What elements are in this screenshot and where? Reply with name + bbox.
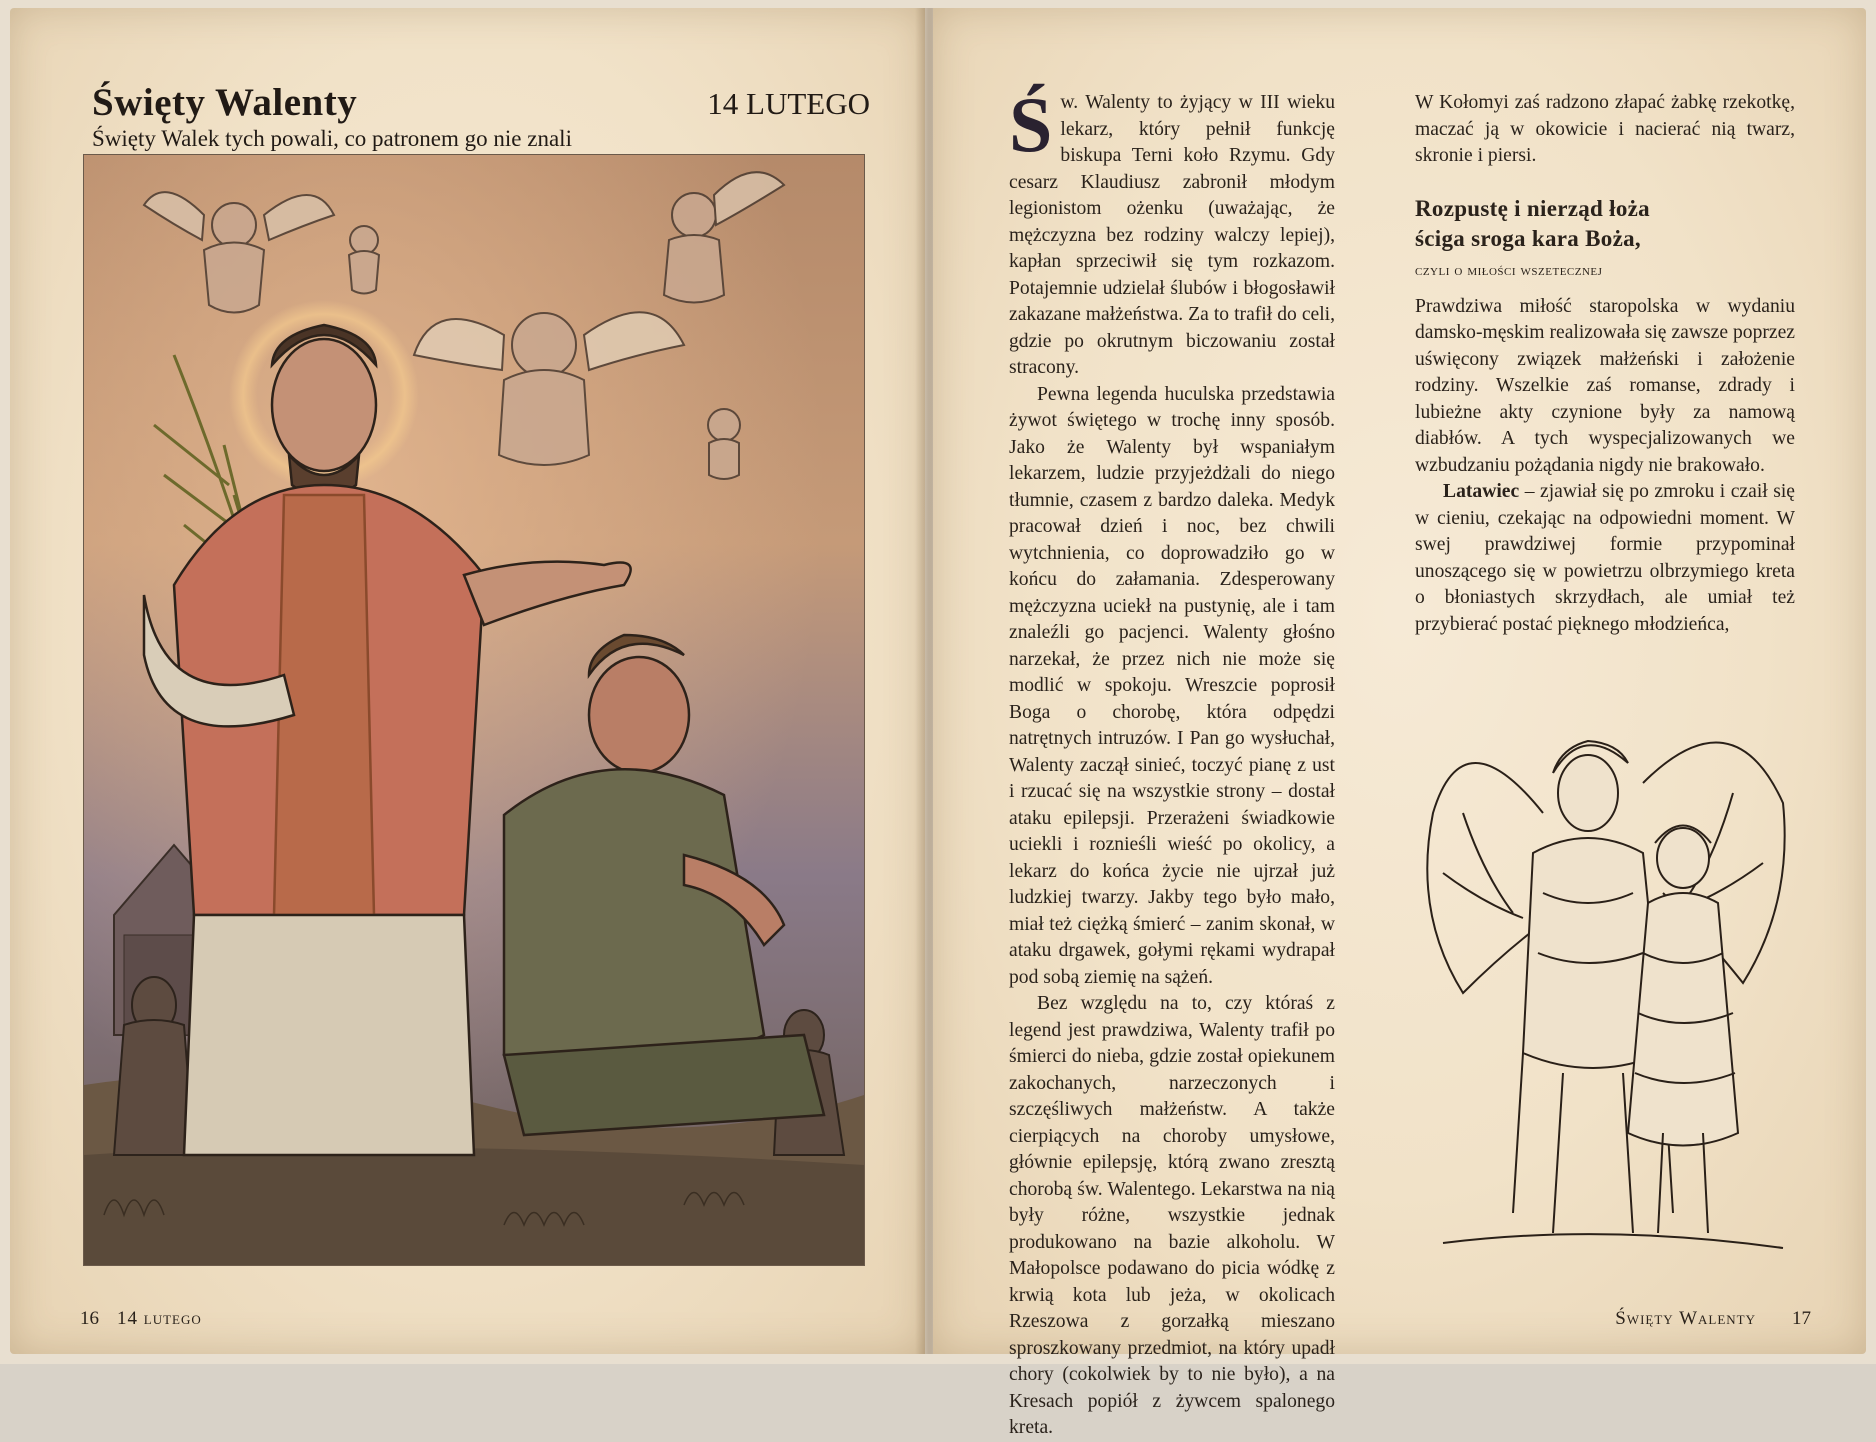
drop-cap: Ś <box>1009 81 1053 168</box>
column-2-paragraph-1: Prawdziwa miłość staropolska w wydaniu damsko-męskim realizowała się zawsze poprzez uświęcony związek małżeński i założenie rodziny. Wszelkie zaś romanse, zdrady i lubieżne akty czynione były za namową diabłów. A tych wyspecjalizowanych we wzbudzaniu pożądania nigdy nie brakowało. <box>1415 295 1795 476</box>
column-2-paragraph-2-text: – zjawiał się po zmroku i czaił się w cieniu, czekając na odpowiedni moment. W swej prawdziwej formie przypominał unoszącego się w powietrzu olbrzymiego kreta o błoniastych skrzydłach, ale umiał też przybierać postać pięknego młodzieńca, <box>1415 481 1795 635</box>
running-head-left: 14 lutego <box>117 1308 202 1329</box>
paragraph-3: Bez względu na to, czy któraś z legend jest prawdziwa, Walenty trafił po śmierci do nieba, gdzie został opiekunem zakochanych, narzeczonych i szczęśliwych małżeństw. A także cierpiących na choroby umysłowe, głównie epilepsję, którą zwano zresztą chorobą św. Walentego. Lekarstwa na nią były różne, wszystkie jednak produkowano na bazie alkoholu. W Małopolsce podawano do picia wódkę z krwią kota lub jeża, w okolicach Rzeszowa z gorzałką mieszano sproszkowany przedmiot, na który upadł chory (cokolwiek by to nie było), a na Kresach popiół z żywcem spalonego kreta. <box>1009 993 1335 1438</box>
paragraph-2: Pewna legenda huculska przedstawia żywot świętego w trochę inny sposób. Jako że Walenty był wspaniałym lekarzem, ludzie przyjeżdżali do niego tłumnie, czasem z bardzo daleka. Medyk pracował dzień i noc, bez chwili wytchnienia, co doprowadziło go w końcu do załamania. Zdesperowany mężczyzna uciekł na pustynię, ale i tam znaleźli go pacjenci. Walenty głośno narzekał, że przez nich nie może się modlić w spokoju. Wreszcie poprosił Boga o chorobę, która odpędzi natrętnych intruzów. I Pan go wysłuchał, Walenty zaczął sinieć, toczyć pianę z ust i rzucać się na wszystkie strony – dostał ataku epilepsji. Przerażeni świadkowie uciekli i roznieśli wieść po okolicy, a lekarz do końca życie nie ujrzał już ludzkiej twarzy. Jakby tego było mało, miał też ciężką śmierć – zanim skonał, w ataku drgawek, gołymi rękami wydrapał pod sobą ziemię na sążeń. <box>1009 383 1335 988</box>
section-title-line-2: ściga sroga kara Boża, <box>1415 225 1641 251</box>
folio-right <box>1615 1308 1811 1330</box>
column-2-intro: W Kołomyi zaś radzono złapać żabkę rzekotkę, maczać ją w okowicie i nacierać nią twarz, skronie i piersi. <box>1415 92 1795 166</box>
page-number-right: 17 <box>1792 1308 1811 1329</box>
section-subtitle: czyli o miłości wszetecznej <box>1415 261 1603 279</box>
latawiec-sketch <box>1403 693 1803 1273</box>
column-2-paragraph-2 <box>1415 479 1795 638</box>
paragraph-1 <box>1009 81 1335 382</box>
page-subtitle: Święty Walek tych powali, co patronem go nie znali <box>92 126 572 151</box>
section-title-line-1: Rozpustę i nierząd łoża <box>1415 195 1650 221</box>
running-head-right: Święty Walenty <box>1615 1308 1756 1329</box>
saint-valentine-illustration <box>83 154 865 1266</box>
left-page <box>10 8 925 1354</box>
date-heading: 14 LUTEGO <box>707 86 870 121</box>
page-number-left: 16 <box>80 1308 99 1329</box>
folio-left <box>80 1308 220 1330</box>
page-title: Święty Walenty <box>92 81 358 124</box>
paragraph-1-text: w. Walenty to żyjący w III wieku lekarz, który pełnił funkcję biskupa Terni koło Rzymu. Gdy cesarz Klaudiusz zabronił młodym legionistom ożenku (uważając, że mężczyzna bez rodziny walczy lepiej), kapłan sprzeciwił się tym rozkazom. Potajemnie udzielał ślubów i błogosławił zakazane małżeństwa. Za to trafił do celi, gdzie po okrutnym biczowaniu został stracony. <box>1009 92 1335 378</box>
term-latawiec: Latawiec <box>1443 481 1520 502</box>
right-page <box>933 8 1866 1438</box>
text-column-1 <box>1009 81 1335 1442</box>
section-title <box>1415 194 1795 254</box>
text-column-2 <box>1415 90 1795 638</box>
